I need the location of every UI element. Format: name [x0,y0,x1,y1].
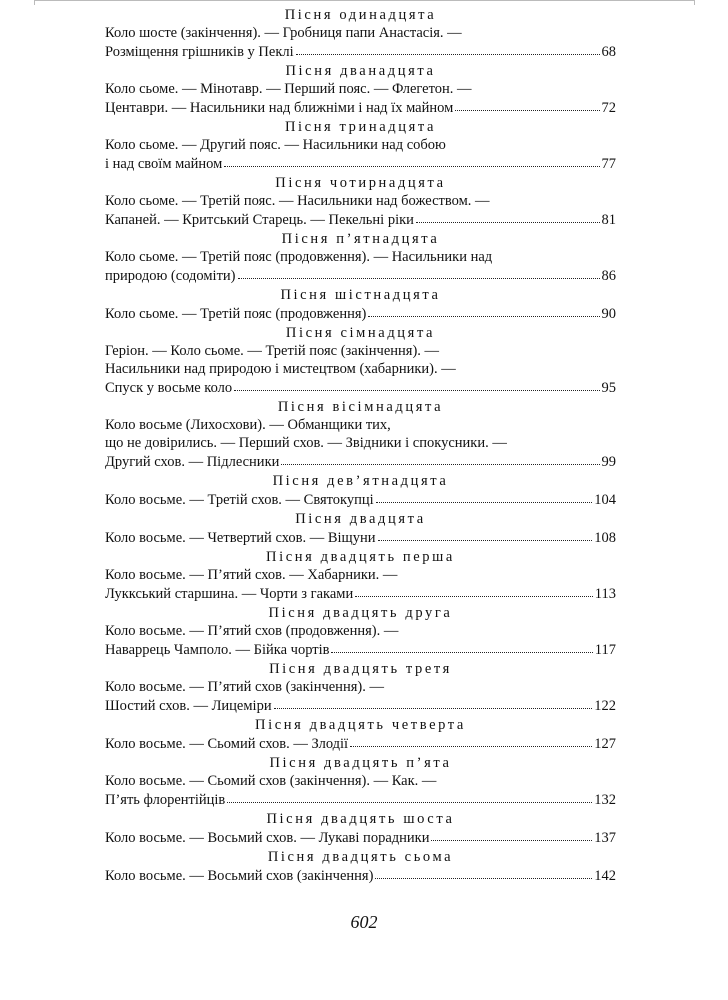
page-reference: 77 [601,156,616,172]
summary-line: Наваррець Чамполо. — Бійка чортів [105,642,330,658]
toc-entry [105,324,616,396]
dot-leader [224,153,599,167]
dot-leader [296,41,600,55]
summary-last-line [105,452,616,470]
summary-line: П’ять флорентійців [105,792,226,808]
summary-line: Коло восьме. — П’ятий схов (закінчення). — [105,679,384,695]
dot-leader [455,97,599,111]
page-reference: 99 [601,454,616,470]
dot-leader [281,451,599,465]
summary-line: Центаври. — Насильники над ближніми і над їх майном [105,100,454,116]
page-reference: 108 [594,530,616,546]
toc-entry [105,716,616,752]
page-reference: 132 [594,792,616,808]
table-of-contents [105,6,616,886]
toc-entry [105,286,616,322]
canto-title: Пісня двадцять четверта [255,717,466,733]
summary-last-line [105,790,616,808]
canto-title: Пісня двадцять п’ята [269,755,452,771]
canto-title: Пісня двадцять третя [269,661,452,677]
page-reference: 68 [601,44,616,60]
dot-leader [238,265,600,279]
canto-title: Пісня двадцята [295,511,426,527]
summary-last-line [105,266,616,284]
page-reference: 90 [601,306,616,322]
canto-title: Пісня сімнадцята [285,325,436,341]
summary-line: Капаней. — Критський Старець. — Пекельні ріки [105,212,414,228]
summary-last-line [105,734,616,752]
dot-leader [274,695,593,709]
summary-last-line [105,866,616,884]
summary-line: Коло сьоме. — Третій пояс (продовження). — Насильники над [105,249,493,265]
summary-line: Коло сьоме. — Другий пояс. — Насильники над собою [105,137,446,153]
toc-entry [105,604,616,658]
summary-line: Луккський старшина. — Чорти з гаками [105,586,354,602]
summary-line: Розміщення грішників у Пеклі [105,44,294,60]
dot-leader [375,865,592,879]
toc-entry [105,174,616,228]
dot-leader [416,209,600,223]
summary-last-line [105,696,616,714]
dot-leader [431,827,592,841]
summary-line: Коло восьме. — Сьомий схов (закінчення). — Как. — [105,773,437,789]
canto-title: Пісня двадцять друга [268,605,453,621]
canto-title: Пісня тринадцята [284,119,437,135]
page-reference: 95 [601,380,616,396]
summary-line: природою (содоміти) [105,268,236,284]
summary-line: Коло сьоме. — Третій пояс (продовження) [105,306,367,322]
canto-title: Пісня одинадцята [284,7,437,23]
summary-line: Спуск у восьме коло [105,380,233,396]
toc-entry [105,230,616,284]
summary-last-line [105,98,616,116]
summary-line: Другий схов. — Підлесники [105,454,280,470]
summary-last-line [105,490,616,508]
page-reference: 81 [601,212,616,228]
page-top-border [34,0,695,5]
dot-leader [350,733,592,747]
summary-line: Насильники над природою і мистецтвом (хабарники). — [105,361,456,377]
summary-line: Коло восьме. — П’ятий схов (продовження). — [105,623,399,639]
canto-title: Пісня дев’ятнадцята [272,473,449,489]
toc-entry [105,118,616,172]
dot-leader [234,377,599,391]
page-reference: 117 [594,642,616,658]
summary-line: що не довірились. — Перший схов. — Звідники і спокусники. — [105,435,507,451]
summary-line: Коло восьме. — Восьмий схов (закінчення) [105,868,374,884]
summary-last-line [105,828,616,846]
canto-title: Пісня двадцять сьома [267,849,454,865]
canto-title: Пісня п’ятнадцята [281,231,440,247]
toc-entry [105,810,616,846]
summary-last-line [105,304,616,322]
summary-last-line [105,640,616,658]
page-number: 602 [350,912,378,932]
summary-last-line [105,42,616,60]
dot-leader [378,527,593,541]
toc-entry [105,6,616,60]
page-reference: 122 [594,698,616,714]
canto-title: Пісня дванадцята [285,63,436,79]
summary-line: Коло сьоме. — Третій пояс. — Насильники над божеством. — [105,193,490,209]
toc-entry [105,62,616,116]
summary-line: і над своїм майном [105,156,223,172]
toc-entry [105,548,616,602]
summary-last-line [105,378,616,396]
dot-leader [376,489,593,503]
page-reference: 113 [594,586,616,602]
page-reference: 104 [594,492,616,508]
canto-title: Пісня вісімнадцята [277,399,444,415]
toc-entry [105,472,616,508]
summary-line: Коло восьме. — Восьмий схов. — Лукаві порадники [105,830,430,846]
canto-title: Пісня чотирнадцята [275,175,446,191]
summary-line: Коло шосте (закінчення). — Гробниця папи Анастасія. — [105,25,462,41]
toc-entry [105,660,616,714]
canto-title: Пісня шістнадцята [280,287,441,303]
page-reference: 137 [594,830,616,846]
summary-last-line [105,210,616,228]
summary-line: Коло восьме. — Сьомий схов. — Злодії [105,736,349,752]
summary-line: Коло сьоме. — Мінотавр. — Перший пояс. — Флегетон. — [105,81,472,97]
summary-last-line [105,528,616,546]
dot-leader [227,789,592,803]
summary-line: Коло восьме. — Четвертий схов. — Віщуни [105,530,376,546]
canto-title: Пісня двадцять шоста [266,811,455,827]
toc-entry [105,848,616,884]
summary-line: Геріон. — Коло сьоме. — Третій пояс (закінчення). — [105,343,440,359]
summary-line: Шостий схов. — Лицеміри [105,698,272,714]
page-reference: 142 [594,868,616,884]
canto-title: Пісня двадцять перша [266,549,455,565]
toc-entry [105,398,616,470]
summary-last-line [105,154,616,172]
summary-line: Коло восьме. — П’ятий схов. — Хабарники. — [105,567,398,583]
dot-leader [355,583,593,597]
page-reference: 127 [594,736,616,752]
page-reference: 86 [601,268,616,284]
page-reference: 72 [601,100,616,116]
summary-line: Коло восьме. — Третій схов. — Святокупці [105,492,374,508]
toc-entry [105,510,616,546]
summary-last-line [105,584,616,602]
toc-entry [105,754,616,808]
summary-line: Коло восьме (Лихосхови). — Обманщики тих, [105,417,391,433]
dot-leader [331,639,592,653]
dot-leader [368,303,599,317]
